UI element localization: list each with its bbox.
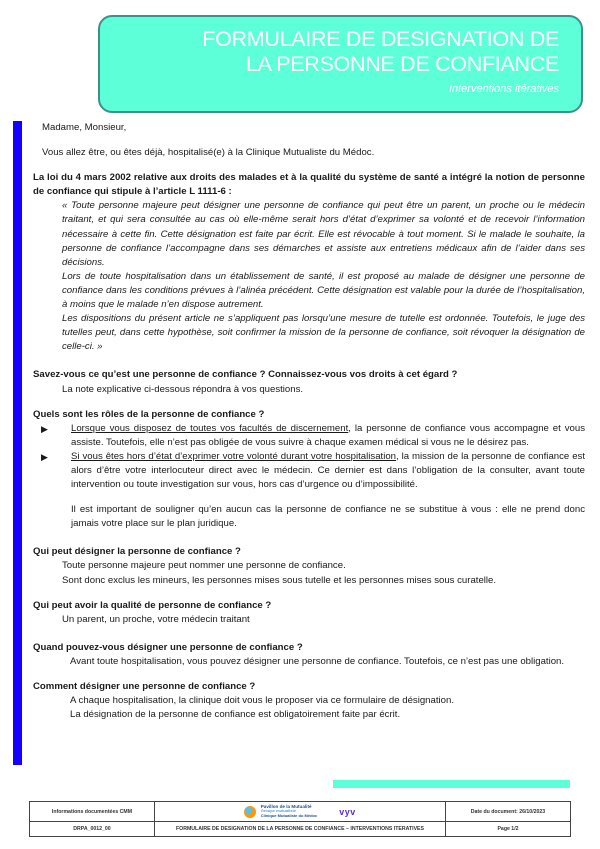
section-question: Quels sont les rôles de la personne de confiance ? <box>33 408 265 420</box>
section-question: Qui peut avoir la qualité de personne de confiance ? <box>33 599 272 611</box>
vyv-logo: vyv <box>339 806 356 817</box>
quote-paragraph-3: Les dispositions du présent article ne s’appliquent pas lorsqu’une mesure de tutelle est ordonnée. Toutefois, le juge des tutelles peut, dans cette hypothèse, soit confirmer la mission de la personne de confiance, soit révoquer la désignation de celle-ci. » <box>62 313 585 353</box>
section-answer: Toute personne majeure peut nommer une personne de confiance. <box>62 560 346 572</box>
section-answer: La note explicative ci-dessous répondra à vos questions. <box>62 383 304 395</box>
document-footer-table <box>29 801 571 837</box>
clinic-logo-icon <box>244 806 256 818</box>
section-question: Comment désigner une personne de confiance ? <box>33 681 256 692</box>
quote-paragraph-1: « Toute personne majeure peut désigner une personne de confiance qui peut être un parent, un proche ou le médecin traitant, et qui sera consultée au cas où elle-même serait hors d’état d’exprimer sa volonté et de recevoir l’information nécessaire à cette fin. Cette désignation est faite par écrit. Elle est révocable à tout moment. Si le malade le souhaite, la personne de confiance l’accompagne dans ses démarches et assiste aux entretiens médicaux afin de l’aider dans ses décisions. <box>62 200 585 268</box>
bullet-text: , la personne de confiance vous accompagne et vous assiste. Toutefois, elle n’est pas obligée de vous suivre à chaque examen médical si vous ne le désirez pas. <box>71 422 586 448</box>
document-subtitle: Interventions itératives <box>448 83 559 95</box>
side-accent-bar <box>13 121 22 765</box>
section-answer: Sont donc exclus les mineurs, les personnes mises sous tutelle et les personnes mises sous curatelle. <box>62 574 497 586</box>
role-bullet <box>33 450 585 492</box>
footer-logos <box>155 802 446 822</box>
salutation: Madame, Monsieur, <box>42 122 127 133</box>
role-note: Il est important de souligner qu’en aucun cas la personne de confiance ne se substitue à vous : elle ne prend donc jamais votre place sur le plan juridique. <box>71 504 585 530</box>
clinic-logo-sub2: Clinique Mutualiste du Médoc <box>260 812 318 818</box>
intro-paragraph: Vous allez être, ou êtes déjà, hospitalisé(e) à la Clinique Mutualiste du Médoc. <box>42 147 375 159</box>
bullet-arrow-icon: ▶ <box>41 451 48 462</box>
bullet-text: , la mission de la personne de confiance est alors d’être votre interlocuteur direct avec le médecin. Ce dernier est dans l’obligation de la consulter, avant toute intervention ou toute investigation sur vous, hors cas d’urgence ou d’impossibilité. <box>71 450 585 491</box>
section-answer: Avant toute hospitalisation, vous pouvez désigner une personne de confiance. Toutefois, ce n’est pas une obligation. <box>70 655 565 667</box>
clinic-logo-name: Pavillon de la Mutualité <box>260 803 312 809</box>
document-title-line-1: FORMULAIRE DE DESIGNATION DE <box>202 27 559 51</box>
footer-date: Date du document: 26/10/2023 <box>446 802 571 822</box>
section-question: Savez-vous ce qu’est une personne de confiance ? Connaissez-vous vos droits à cet égard ? <box>33 369 458 381</box>
section-answer: Un parent, un proche, votre médecin traitant <box>62 613 250 625</box>
clinic-logo-sub1: Groupe mutualiste <box>260 808 297 814</box>
footer-doc-code: DRPA_0012_00 <box>30 822 155 837</box>
footer-page-number: Page 1/2 <box>446 822 571 837</box>
document-header <box>98 15 583 113</box>
clinic-logo-text <box>261 805 317 819</box>
footer-doc-title: FORMULAIRE DE DESIGNATION DE LA PERSONNE DE CONFIANCE – INTERVENTIONS ITERATIVES <box>155 822 446 837</box>
document-body <box>33 121 585 722</box>
section-question: Qui peut désigner la personne de confiance ? <box>33 546 241 558</box>
section-answer: A chaque hospitalisation, la clinique doit vous le proposer via ce formulaire de désignation. <box>70 695 454 707</box>
section-question: Quand pouvez-vous désigner une personne de confiance ? <box>33 641 303 653</box>
quote-paragraph-2: Lors de toute hospitalisation dans un établissement de santé, il est proposé au malade de désigner une personne de confiance dans les conditions prévues à l’alinéa précédent. Cette désignation est valable pour la durée de l’hospitalisation, à moins que le malade n’en dispose autrement. <box>62 270 585 311</box>
document-title-line-2: LA PERSONNE DE CONFIANCE <box>246 52 559 76</box>
footer-accent-bar <box>333 780 570 788</box>
bullet-arrow-icon: ▶ <box>41 423 48 434</box>
bullet-underlined-text: Si vous êtes hors d’état d’exprimer votre volonté durant votre hospitalisation <box>71 450 397 462</box>
footer-info-label: Informations documentées CMM <box>30 802 155 822</box>
law-intro: La loi du 4 mars 2002 relative aux droits des malades et à la qualité du système de santé a intégré la notion de personne de confiance qui stipule à l’article L 1111-6 : <box>33 172 585 198</box>
bullet-underlined-text: Lorsque vous disposez de toutes vos facultés de discernement <box>71 422 349 434</box>
section-answer: La désignation de la personne de confiance est obligatoirement faite par écrit. <box>70 709 401 721</box>
role-bullet <box>33 422 585 450</box>
